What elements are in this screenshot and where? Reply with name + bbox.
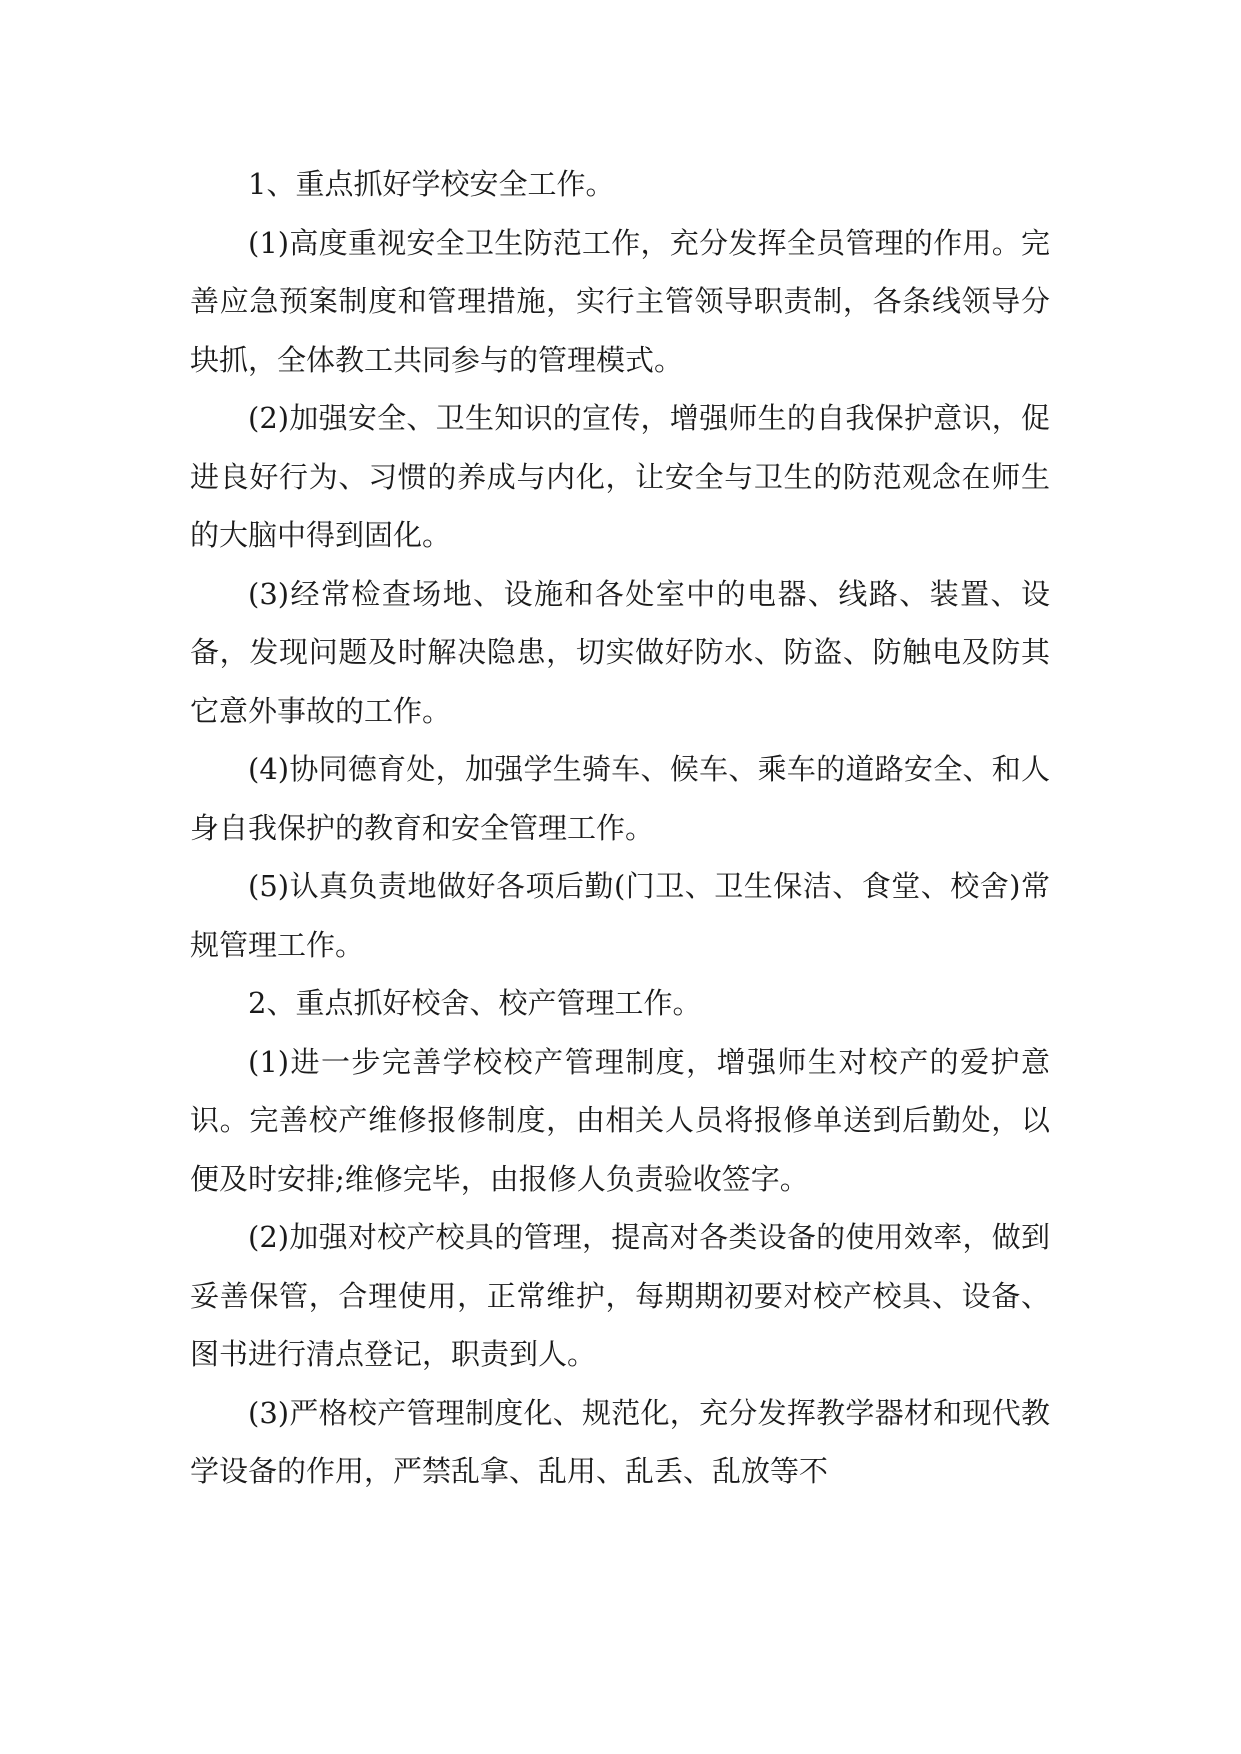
paragraph-property-3: (3)严格校产管理制度化、规范化，充分发挥教学器材和现代教学设备的作用，严禁乱拿、乱用、乱丢、乱放等不 xyxy=(190,1395,1050,1488)
document-body xyxy=(190,155,1050,1501)
paragraph-safety-4: (4)协同德育处，加强学生骑车、候车、乘车的道路安全、和人身自我保护的教育和安全管理工作。 xyxy=(190,752,1050,845)
paragraph-property-2: (2)加强对校产校具的管理，提高对各类设备的使用效率，做到妥善保管，合理使用，正常维护，每期期初要对校产校具、设备、图书进行清点登记，职责到人。 xyxy=(190,1220,1050,1371)
section-heading-safety: 1、重点抓好学校安全工作。 xyxy=(248,167,615,201)
paragraph-safety-5: (5)认真负责地做好各项后勤(门卫、卫生保洁、食堂、校舍)常规管理工作。 xyxy=(190,869,1050,962)
paragraph-safety-1: (1)高度重视安全卫生防范工作，充分发挥全员管理的作用。完善应急预案制度和管理措施，实行主管领导职责制，各条线领导分块抓，全体教工共同参与的管理模式。 xyxy=(190,225,1050,377)
paragraph-safety-3: (3)经常检查场地、设施和各处室中的电器、线路、装置、设备，发现问题及时解决隐患，切实做好防水、防盗、防触电及防其它意外事故的工作。 xyxy=(190,576,1050,728)
section-heading-property: 2、重点抓好校舍、校产管理工作。 xyxy=(248,986,702,1020)
paragraph-property-1: (1)进一步完善学校校产管理制度，增强师生对校产的爱护意识。完善校产维修报修制度，由相关人员将报修单送到后勤处，以便及时安排;维修完毕，由报修人负责验收签字。 xyxy=(190,1044,1050,1196)
paragraph-safety-2: (2)加强安全、卫生知识的宣传，增强师生的自我保护意识，促进良好行为、习惯的养成与内化，让安全与卫生的防范观念在师生的大脑中得到固化。 xyxy=(190,401,1050,552)
